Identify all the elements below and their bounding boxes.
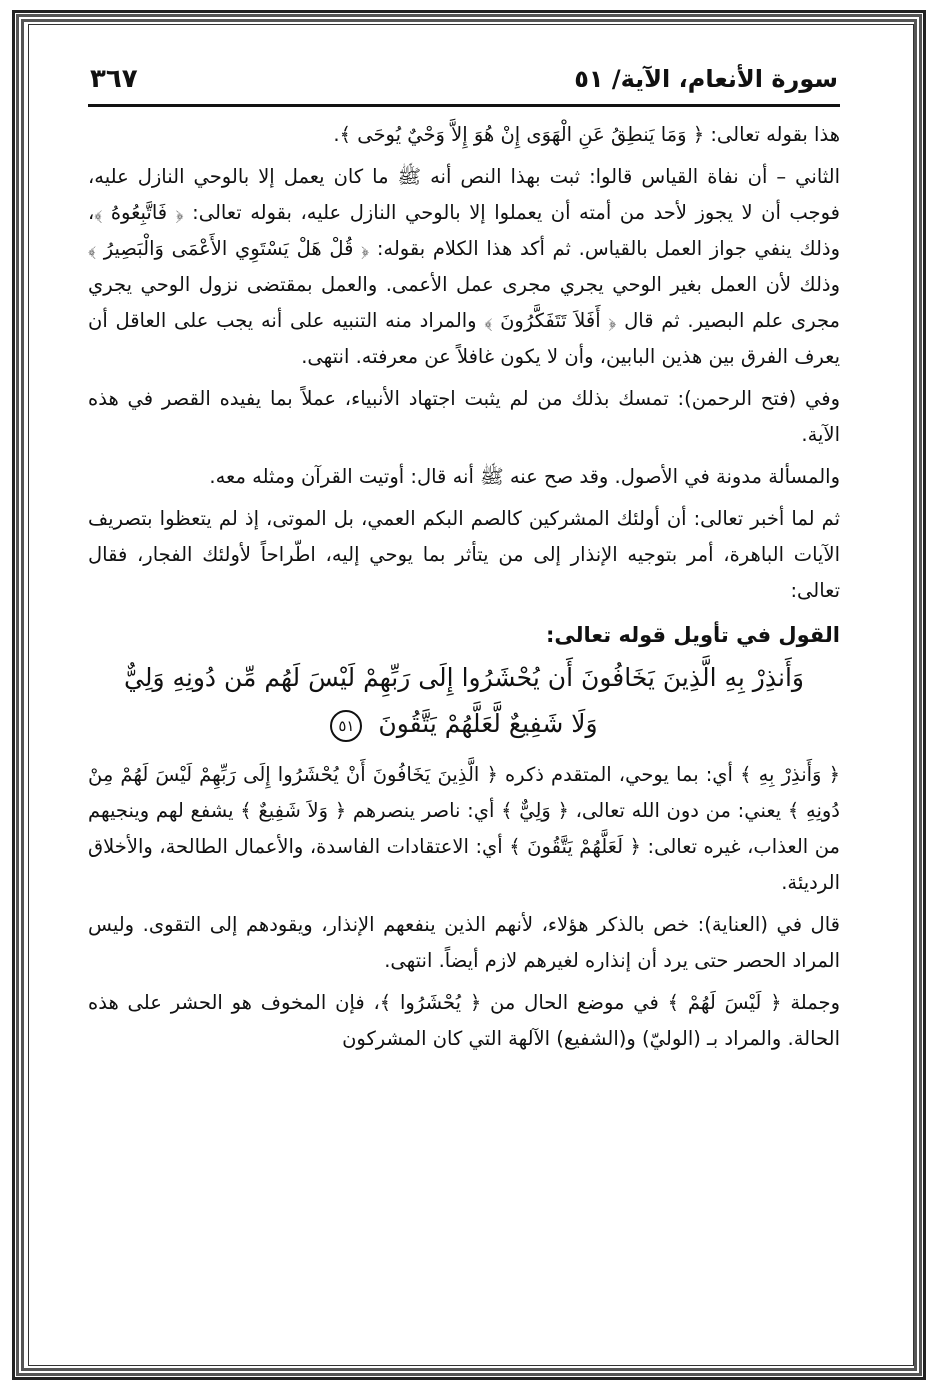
paragraph: هذا بقوله تعالى: ﴿ وَمَا يَنطِقُ عَنِ الْهَوَى إِنْ هُوَ إِلاَّ وَحْيٌ يُوحَى ﴾. (333, 123, 840, 146)
surah-title: سورة الأنعام، الآية/ ٥١ (574, 65, 838, 93)
paragraph: وجملة ﴿ لَيْسَ لَهُمْ ﴾ في موضع الحال من ﴿ يُحْشَرُوا ﴾، فإن المخوف هو الحشر على هذه الحالة. والمراد بـ (الوليّ) و(الشفيع) الآلهة التي كان المشركون (88, 991, 840, 1050)
page-body (88, 107, 840, 1057)
quran-verse (88, 655, 840, 747)
page-header (88, 64, 840, 107)
paragraph: وفي (فتح الرحمن): تمسك بذلك من لم يثبت اجتهاد الأنبياء، عملاً بما يفيده القصر في هذه الآية. (88, 387, 840, 446)
paragraph: الثاني – أن نفاة القياس قالوا: ثبت بهذا النص أنه ﷺ ما كان يعمل إلا بالوحي النازل عليه، فوجب أن لا يجوز لأحد من أمته أن يعملوا إلا بالوحي النازل عليه، بقوله تعالى: ﴿ فَاتَّبِعُوهُ ﴾، وذلك ينفي جواز العمل بالقياس. ثم أكد هذا الكلام بقوله: ﴿ قُلْ هَلْ يَسْتَوِي الأَعْمَى وَالْبَصِيرُ ﴾ وذلك لأن العمل بغير الوحي يجري مجرى عمل الأعمى. والعمل بمقتضى نزول الوحي يجري مجرى علم البصير. ثم قال ﴿ أَفَلاَ تَتَفَكَّرُونَ ﴾ والمراد منه التنبيه على أنه يجب على العاقل أن يعرف الفرق بين هذين البابين، وأن لا يكون غافلاً عن معرفته. انتهى. (88, 165, 840, 368)
verse-line-2-text: وَلَا شَفِيعٌ لَّعَلَّهُمْ يَتَّقُونَ (378, 709, 598, 738)
page-number: ٣٦٧ (90, 64, 138, 94)
book-page (88, 64, 840, 1304)
verse-line-1: وَأَنذِرْ بِهِ الَّذِينَ يَخَافُونَ أَن يُحْشَرُوا إِلَى رَبِّهِمْ لَيْسَ لَهُم مِّن دُونِهِ وَلِيٌّ (124, 663, 804, 692)
paragraph: ﴿ وَأَنذِرْ بِهِ ﴾ أي: بما يوحي، المتقدم ذكره ﴿ الَّذِينَ يَخَافُونَ أَنْ يُحْشَرُوا إِلَى رَبِّهِمْ لَيْسَ لَهُمْ مِنْ دُونِهِ ﴾ يعني: من دون الله تعالى، ﴿ وَلِيٌّ ﴾ أي: ناصر ينصرهم ﴿ وَلاَ شَفِيعٌ ﴾ يشفع لهم وينجيهم من العذاب، غيره تعالى: ﴿ لَعَلَّهُمْ يَتَّقُونَ ﴾ أي: الاعتقادات الفاسدة، والأعمال الطالحة، والأخلاق الرديئة. (88, 763, 840, 894)
paragraph: ثم لما أخبر تعالى: أن أولئك المشركين كالصم البكم العمي، بل الموتى، إذ لم يتعظوا بتصريف الآيات الباهرة، أمر بتوجيه الإنذار إلى من يتأثر بما يوحي إليه، اطّراحاً لأولئك الفجار، فقال تعالى: (88, 507, 840, 602)
verse-number-marker: ٥١ (330, 710, 362, 742)
section-heading: القول في تأويل قوله تعالى: (546, 623, 840, 647)
verse-line-2 (88, 701, 840, 747)
paragraph: قال في (العناية): خص بالذكر هؤلاء، لأنهم الذين ينفعهم الإنذار، ويقودهم إلى التقوى. وليس المراد الحصر حتى يرد أن إنذاره لغيرهم لازم أيضاً. انتهى. (88, 913, 840, 972)
paragraph: والمسألة مدونة في الأصول. وقد صح عنه ﷺ أنه قال: أوتيت القرآن ومثله معه. (209, 465, 840, 488)
